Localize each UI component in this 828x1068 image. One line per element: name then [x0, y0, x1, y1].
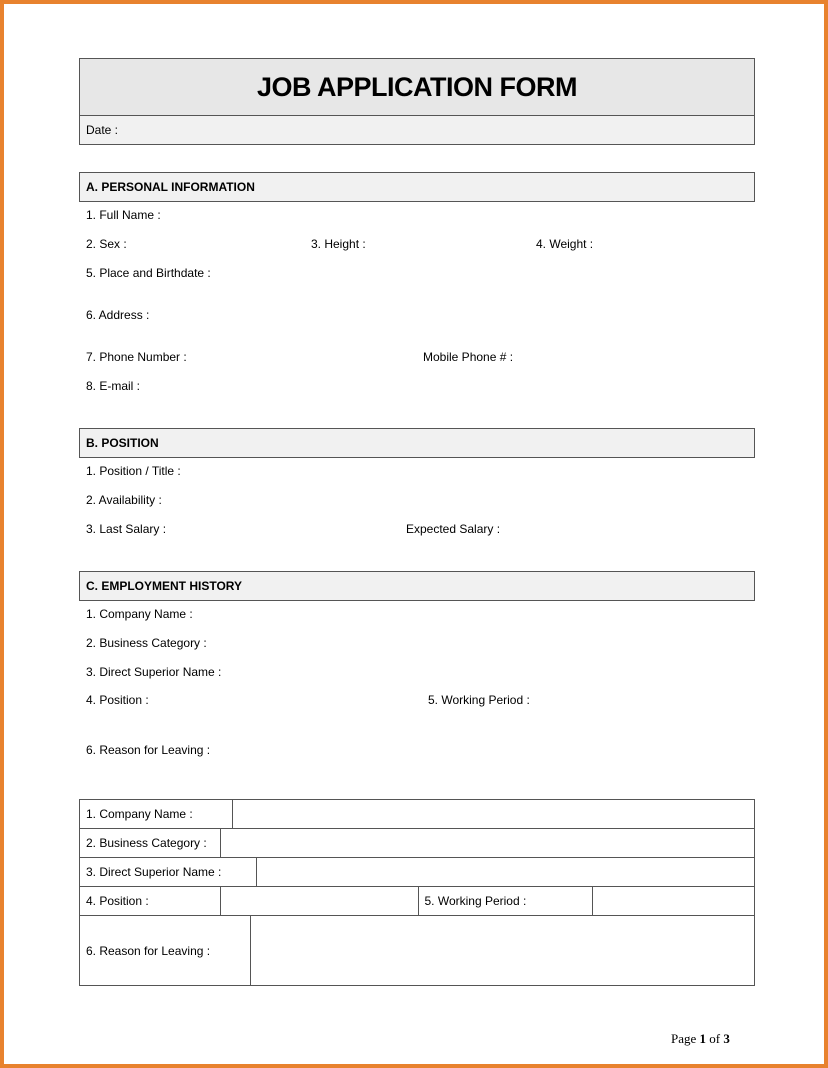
expected-salary-label: Expected Salary :	[406, 522, 501, 536]
page-total: 3	[723, 1031, 730, 1046]
weight-label: 4. Weight :	[536, 237, 594, 251]
table-cell-label: 4. Position :	[80, 887, 220, 915]
employment-position-label: 4. Position :	[86, 693, 149, 707]
section-employment-title: C. EMPLOYMENT HISTORY	[86, 579, 243, 593]
reason-leaving-label: 6. Reason for Leaving :	[86, 743, 211, 757]
working-period-label: 5. Working Period :	[428, 693, 530, 707]
working-period-input[interactable]	[592, 887, 754, 915]
table-cell-label: 3. Direct Superior Name :	[80, 858, 256, 886]
full-name-label: 1. Full Name :	[86, 208, 161, 222]
business-category-label: 2. Business Category :	[86, 636, 207, 650]
table-cell-label: 1. Company Name :	[80, 800, 232, 828]
date-label: Date :	[86, 123, 119, 137]
phone-label: 7. Phone Number :	[86, 350, 187, 364]
employment-history-table	[79, 799, 755, 986]
height-label: 3. Height :	[311, 237, 366, 251]
company-name-label: 1. Company Name :	[86, 607, 193, 621]
table-row	[80, 858, 755, 887]
table-row	[80, 800, 755, 829]
date-field	[79, 115, 755, 145]
section-employment-header	[79, 571, 755, 601]
table-row	[80, 829, 755, 858]
position-input[interactable]	[220, 887, 418, 915]
form-title-box	[79, 58, 755, 116]
table-cell-label: 6. Reason for Leaving :	[80, 916, 250, 985]
address-label: 6. Address :	[86, 308, 150, 322]
place-birthdate-label: 5. Place and Birthdate :	[86, 266, 211, 280]
reason-leaving-input[interactable]	[250, 916, 754, 985]
of-word: of	[709, 1031, 721, 1046]
page-number	[671, 1031, 730, 1047]
direct-superior-label: 3. Direct Superior Name :	[86, 665, 222, 679]
page-word: Page	[671, 1031, 697, 1046]
table-cell-label: 5. Working Period :	[418, 887, 592, 915]
position-title-label: 1. Position / Title :	[86, 464, 181, 478]
table-row	[80, 916, 755, 986]
table-row	[80, 887, 755, 916]
table-cell-label: 2. Business Category :	[80, 829, 220, 857]
section-position-header	[79, 428, 755, 458]
section-personal-title: A. PERSONAL INFORMATION	[86, 180, 255, 194]
section-personal-header	[79, 172, 755, 202]
last-salary-label: 3. Last Salary :	[86, 522, 167, 536]
form-title: JOB APPLICATION FORM	[257, 71, 577, 102]
company-name-input[interactable]	[232, 800, 754, 828]
business-category-input[interactable]	[220, 829, 754, 857]
email-label: 8. E-mail :	[86, 379, 141, 393]
availability-label: 2. Availability :	[86, 493, 162, 507]
section-position-title: B. POSITION	[86, 436, 159, 450]
sex-label: 2. Sex :	[86, 237, 127, 251]
page-current: 1	[699, 1031, 707, 1046]
direct-superior-input[interactable]	[256, 858, 754, 886]
mobile-label: Mobile Phone # :	[423, 350, 514, 364]
